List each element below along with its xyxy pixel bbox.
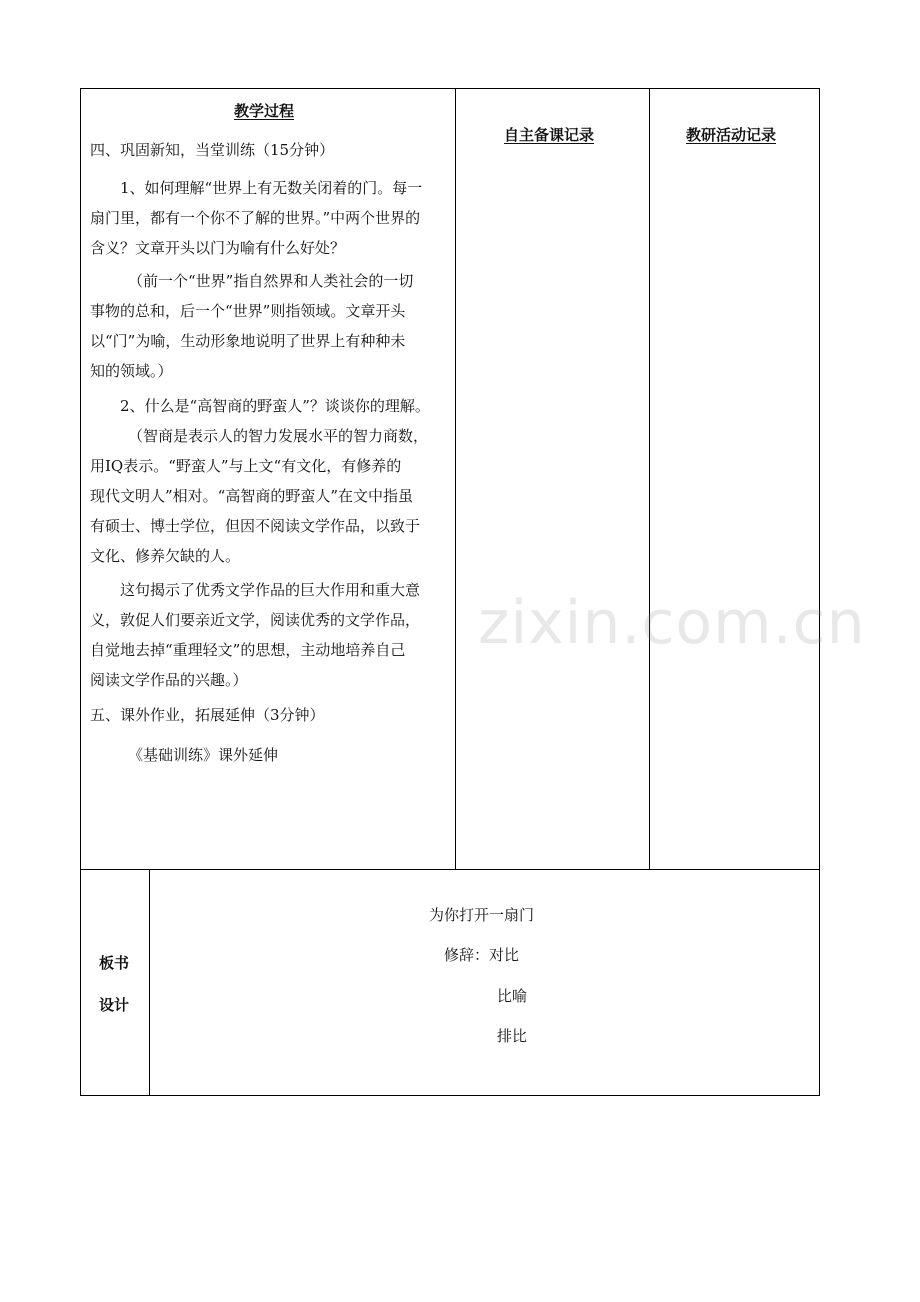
column-divider-2 — [649, 88, 650, 870]
homework-text: 《基础训练》课外延伸 — [128, 746, 279, 764]
table-border-top — [80, 88, 820, 89]
answer-1-line-1: （前一个“世界”指自然界和人类社会的一切 — [128, 272, 414, 290]
paragraph-3-line-2: 义，敦促人们要亲近文学，阅读优秀的文学作品， — [90, 611, 421, 629]
header-research-record: 教研活动记录 — [686, 126, 777, 144]
board-rhetoric-label: 修辞：对比 — [444, 946, 520, 964]
answer-1-line-4: 知的领域。） — [90, 362, 173, 380]
section-4-heading: 四、巩固新知，当堂训练（15分钟） — [90, 141, 335, 159]
board-label-divider — [149, 869, 150, 1096]
section-5-heading: 五、课外作业，拓展延伸（3分钟） — [90, 706, 325, 724]
table-border-left — [80, 88, 81, 1096]
watermark-text: zixin.com.cn — [478, 588, 866, 658]
header-teaching-process: 教学过程 — [234, 102, 295, 120]
header-self-prep-record: 自主备课记录 — [504, 126, 595, 144]
paragraph-3-line-3: 自觉地去掉“重理轻文”的思想，主动地培养自己 — [90, 641, 406, 659]
answer-2-line-3: 现代文明人”相对。“高智商的野蛮人”在文中指虽 — [90, 487, 414, 505]
question-1-line-2: 扇门里，都有一个你不了解的世界。”中两个世界的 — [90, 209, 421, 227]
board-title: 为你打开一扇门 — [429, 906, 535, 924]
board-item-parallelism: 排比 — [497, 1027, 528, 1045]
question-1-line-1: 1、如何理解“世界上有无数关闭着的门。每一 — [120, 179, 423, 197]
board-item-metaphor: 比喻 — [497, 987, 528, 1005]
answer-2-line-2: 用IQ表示。“野蛮人”与上文“有文化，有修养的 — [90, 457, 402, 475]
paragraph-3-line-4: 阅读文学作品的兴趣。） — [90, 671, 248, 689]
question-1-line-3: 含义？文章开头以门为喻有什么好处？ — [90, 239, 346, 257]
answer-2-line-4: 有硕士、博士学位，但因不阅读文学作品，以致于 — [90, 517, 421, 535]
answer-2-line-5: 文化、修养欠缺的人。 — [90, 547, 241, 565]
paragraph-3-line-1: 这句揭示了优秀文学作品的巨大作用和重大意 — [120, 581, 421, 599]
answer-1-line-3: 以“门”为喻，生动形象地说明了世界上有种种未 — [90, 332, 406, 350]
column-divider-1 — [455, 88, 456, 870]
table-border-mid — [80, 869, 820, 870]
table-border-bottom — [80, 1095, 820, 1096]
board-design-label-line-2: 设计 — [99, 996, 130, 1014]
board-design-label-line-1: 板书 — [99, 954, 130, 972]
answer-1-line-2: 事物的总和，后一个“世界”则指领域。文章开头 — [90, 302, 406, 320]
question-2: 2、什么是“高智商的野蛮人”？谈谈你的理解。 — [120, 397, 430, 415]
answer-2-line-1: （智商是表示人的智力发展水平的智力商数， — [128, 427, 429, 445]
